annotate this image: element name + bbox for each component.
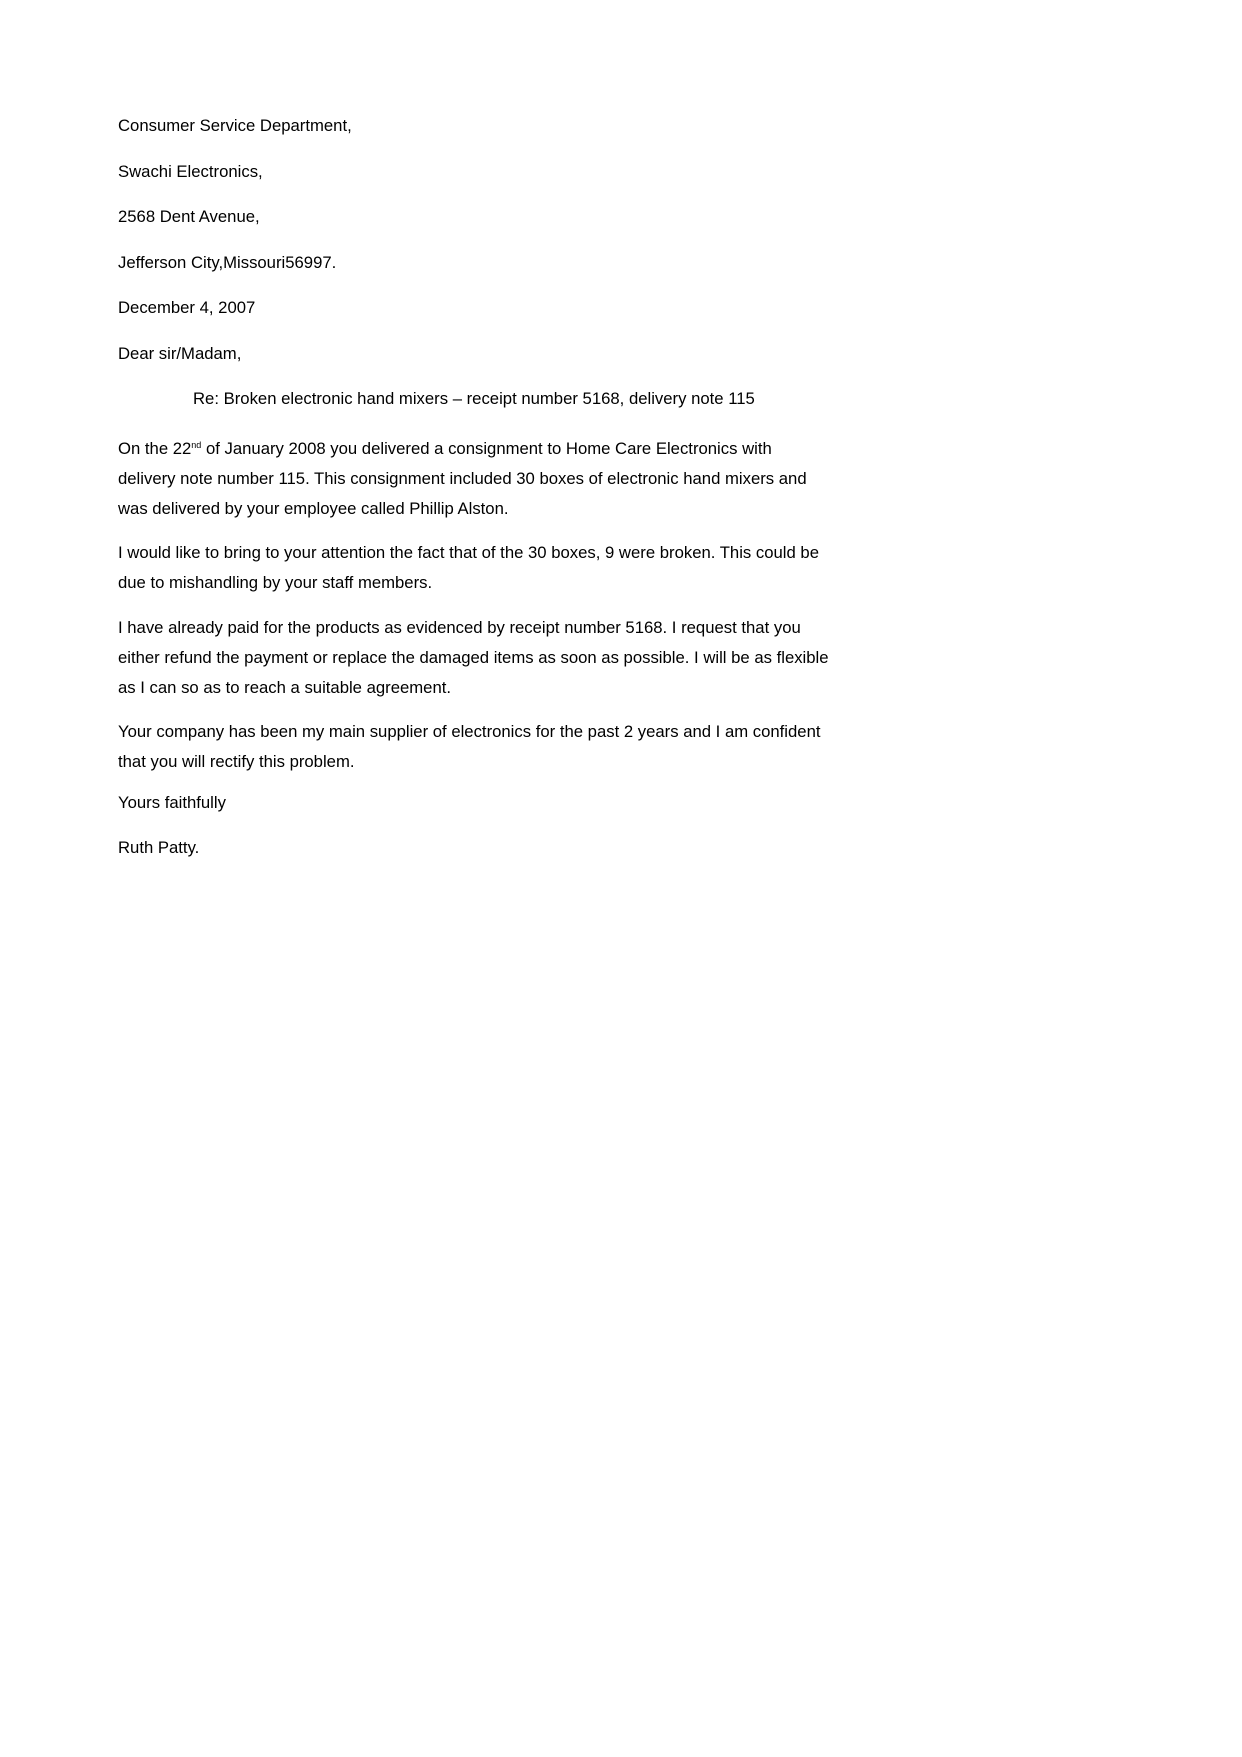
recipient-company: Swachi Electronics,: [118, 161, 263, 181]
paragraph-text: of January 2008 you delivered a consignment to Home Care Electronics with: [201, 438, 772, 458]
paragraph-text: On the 22: [118, 438, 192, 458]
recipient-street: 2568 Dent Avenue,: [118, 207, 260, 226]
paragraph-line: delivery note number 115. This consignment included 30 boxes of electronic hand mixers and: [118, 468, 807, 488]
paragraph-line: Your company has been my main supplier of electronics for the past 2 years and I am confident: [118, 722, 821, 741]
ordinal-suffix: nd: [191, 439, 202, 450]
paragraph-line: due to mishandling by your staff members.: [118, 573, 433, 592]
paragraph-line: [118, 434, 838, 464]
paragraph-line: either refund the payment or replace the damaged items as soon as possible. I will be as flexible: [118, 647, 829, 667]
subject-line: Re: Broken electronic hand mixers – receipt number 5168, delivery note 115: [193, 389, 755, 408]
paragraph-line: that you will rectify this problem.: [118, 752, 355, 771]
letter-body: [118, 115, 838, 883]
paragraph-request: [118, 613, 838, 703]
paragraph-delivery: [118, 434, 838, 524]
recipient-department: Consumer Service Department,: [118, 116, 352, 135]
paragraph-line: I would like to bring to your attention the fact that of the 30 boxes, 9 were broken. This could be: [118, 543, 819, 562]
paragraph-line: I have already paid for the products as evidenced by receipt number 5168. I request that you: [118, 617, 801, 637]
recipient-city: Jefferson City,Missouri56997.: [118, 252, 337, 272]
paragraph-line: as I can so as to reach a suitable agreement.: [118, 677, 452, 697]
closing: Yours faithfully: [118, 792, 226, 812]
paragraph-line: was delivered by your employee called Phillip Alston.: [118, 498, 509, 518]
paragraph-confidence: [118, 717, 838, 777]
signature: Ruth Patty.: [118, 838, 200, 857]
paragraph-damage: [118, 538, 838, 598]
letter-date: December 4, 2007: [118, 298, 256, 317]
salutation: Dear sir/Madam,: [118, 343, 242, 363]
